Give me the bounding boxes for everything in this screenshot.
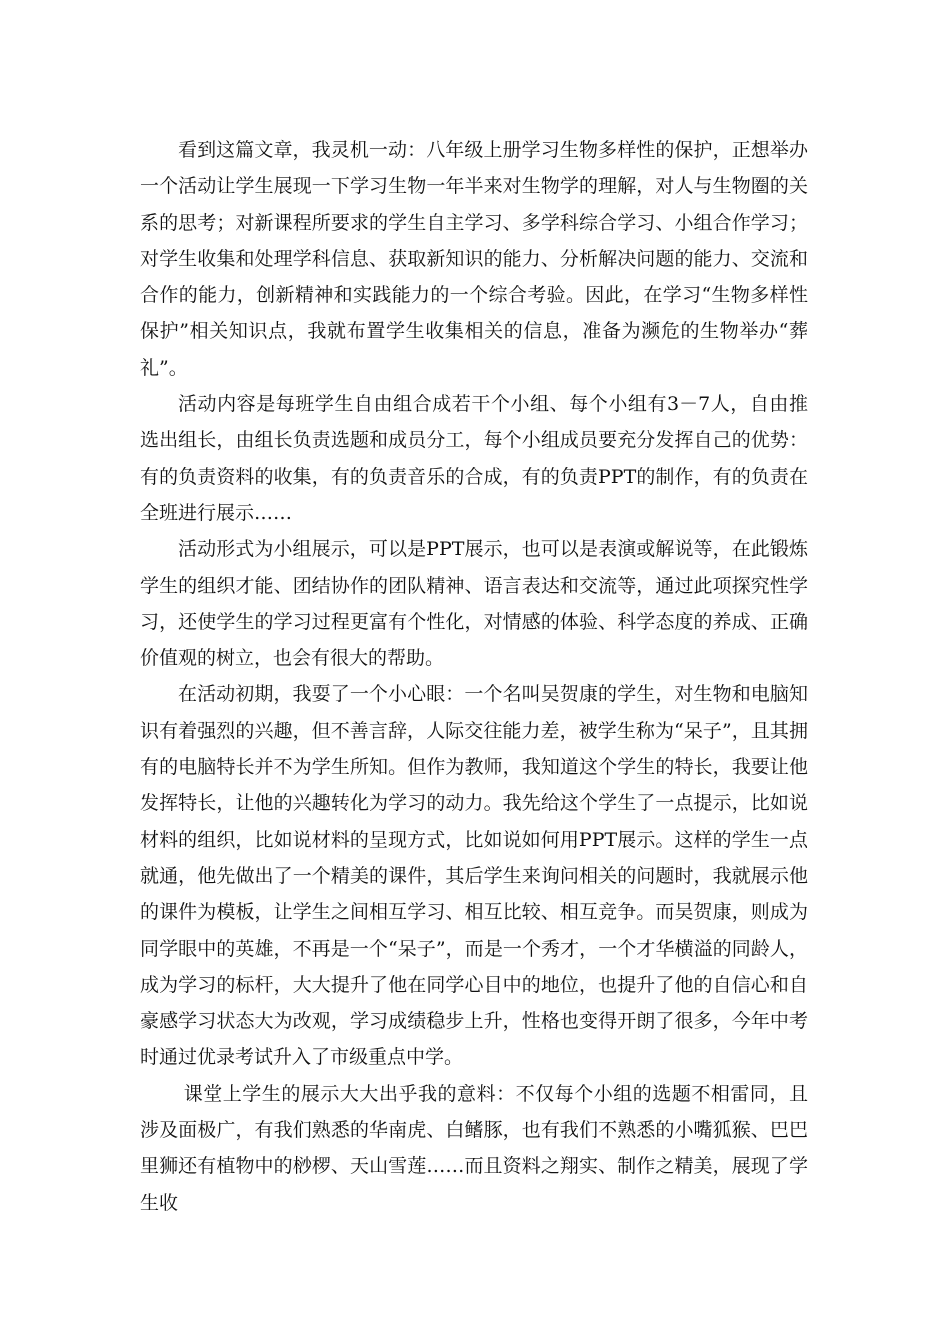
paragraph-inspiration: 看到这篇文章，我灵机一动：八年级上册学习生物多样性的保护，正想举办一个活动让学生展现一下学习生物一年半来对生物学的理解，对人与生物圈的关系的思考；对新课程所要求的学生自主学习、多学科综合学习、小组合作学习；对学生收集和处理学科信息、获取新知识的能力、分析解决问题的能力、交流和合作的能力，创新精神和实践能力的一个综合考验。因此，在学习“生物多样性保护”相关知识点，我就布置学生收集相关的信息，准备为濒危的生物举办“葬礼”。: [140, 139, 808, 379]
paragraph-classroom-presentation: 课堂上学生的展示大大出乎我的意料：不仅每个小组的选题不相雷同，且涉及面极广，有我们熟悉的华南虎、白鳍豚，也有我们不熟悉的小嘴狐猴、巴巴里狮还有植物中的桫椤、天山雪莲……而且资料之翔实、制作之精美，展现了学生收: [140, 1082, 808, 1214]
paragraph-activity-content: 活动内容是每班学生自由组合成若干个小组、每个小组有3－7人，自由推选出组长，由组长负责选题和成员分工，每个小组成员要充分发挥自己的优势：有的负责资料的收集，有的负责音乐的合成，有的负责PPT的制作，有的负责在全班进行展示……: [140, 393, 808, 524]
paragraph-activity-format: 活动形式为小组展示，可以是PPT展示，也可以是表演或解说等，在此锻炼学生的组织才能、团结协作的团队精神、语言表达和交流等，通过此项探究性学习，还使学生的学习过程更富有个性化，对情感的体验、科学态度的养成、正确价值观的树立，也会有很大的帮助。: [140, 538, 808, 670]
document-body: [140, 132, 808, 1221]
paragraph-student-story: 在活动初期，我耍了一个小心眼：一个名叫吴贺康的学生，对生物和电脑知识有着强烈的兴趣，但不善言辞，人际交往能力差，被学生称为“呆子”，且其拥有的电脑特长并不为学生所知。但作为教师，我知道这个学生的特长，我要让他发挥特长，让他的兴趣转化为学习的动力。我先给这个学生了一点提示，比如说材料的组织，比如说材料的呈现方式，比如说如何用PPT展示。这样的学生一点就通，他先做出了一个精美的课件，其后学生来询问相关的问题时，我就展示他的课件为模板，让学生之间相互学习、相互比较、相互竞争。而吴贺康，则成为同学眼中的英雄，不再是一个“呆子”，而是一个秀才，一个才华横溢的同龄人，成为学习的标杆，大大提升了他在同学心目中的地位，也提升了他的自信心和自豪感学习状态大为改观，学习成绩稳步上升，性格也变得开朗了很多，今年中考时通过优录考试升入了市级重点中学。: [140, 683, 808, 1069]
